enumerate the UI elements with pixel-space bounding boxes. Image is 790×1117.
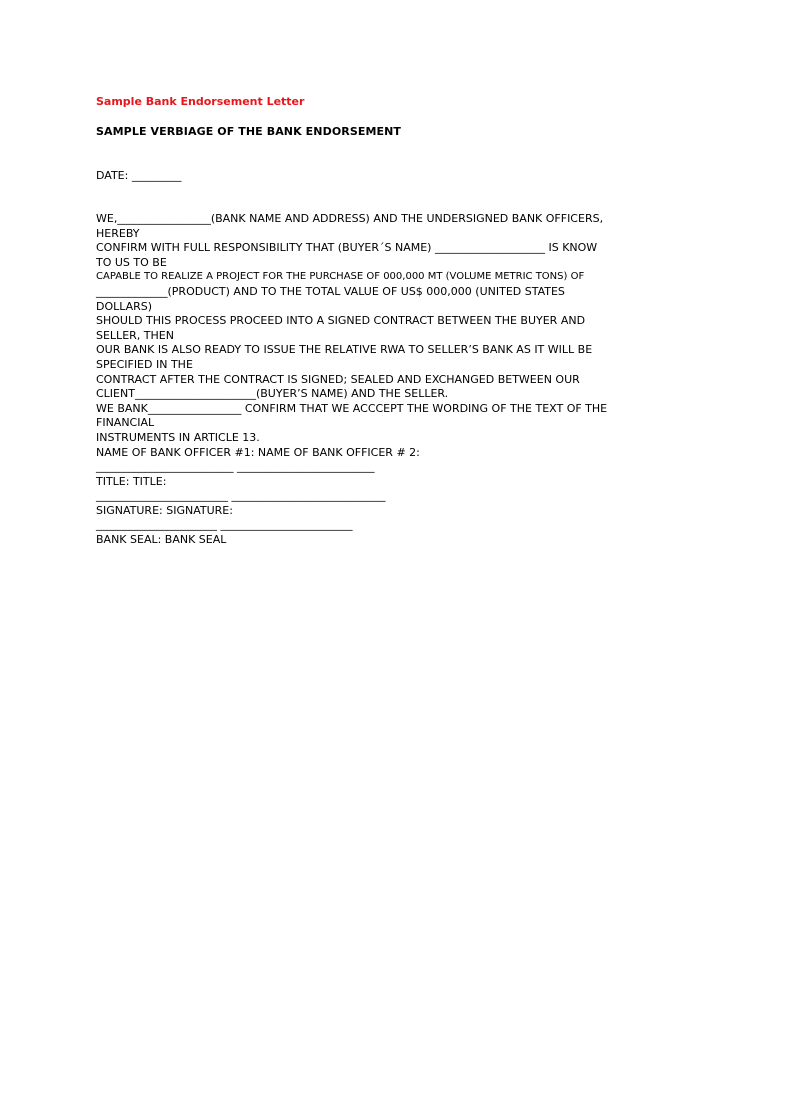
body-line: CONFIRM WITH FULL RESPONSIBILITY THAT (BUYER´S NAME) ____________________ IS KNOW (96, 241, 598, 255)
document-subtitle: SAMPLE VERBIAGE OF THE BANK ENDORSEMENT (96, 125, 402, 138)
document-title: Sample Bank Endorsement Letter (96, 95, 305, 108)
body-line: DOLLARS) (96, 299, 153, 313)
signature-blank-line: ________________________ ____________________________ (96, 489, 386, 503)
body-line: CLIENT______________________(BUYER’S NAME) AND THE SELLER. (96, 387, 449, 401)
body-line: SPECIFIED IN THE (96, 357, 193, 371)
signature-label-line: SIGNATURE: SIGNATURE: (96, 503, 233, 517)
date-field: DATE: _________ (96, 169, 182, 182)
body-line: _____________(PRODUCT) AND TO THE TOTAL VALUE OF US$ 000,000 (UNITED STATES (96, 284, 565, 298)
body-line: SELLER, THEN (96, 328, 174, 342)
body-line: TO US TO BE (96, 255, 167, 269)
body-line: INSTRUMENTS IN ARTICLE 13. (96, 430, 260, 444)
body-line: FINANCIAL (96, 416, 155, 430)
body-line: WE BANK_________________ CONFIRM THAT WE ACCCEPT THE WORDING OF THE TEXT OF THE (96, 401, 608, 415)
bank-seal-line: BANK SEAL: BANK SEAL (96, 533, 227, 547)
body-line: WE,_________________(BANK NAME AND ADDRESS) AND THE UNDERSIGNED BANK OFFICERS, (96, 212, 604, 225)
body-line: CONTRACT AFTER THE CONTRACT IS SIGNED; SEALED AND EXCHANGED BETWEEN OUR (96, 372, 580, 386)
body-line: OUR BANK IS ALSO READY TO ISSUE THE RELATIVE RWA TO SELLER’S BANK AS IT WILL BE (96, 343, 593, 357)
body-line: CAPABLE TO REALIZE A PROJECT FOR THE PURCHASE OF 000,000 MT (VOLUME METRIC TONS) OF (96, 271, 585, 283)
signature-blank-line: ______________________ ________________________ (96, 518, 353, 532)
body-line: HEREBY (96, 226, 140, 240)
signature-label-line: NAME OF BANK OFFICER #1: NAME OF BANK OFFICER # 2: (96, 445, 420, 459)
signature-blank-line: _________________________ _________________________ (96, 460, 375, 474)
letter-body (96, 212, 696, 548)
signature-label-line: TITLE: TITLE: (96, 474, 167, 488)
body-line: SHOULD THIS PROCESS PROCEED INTO A SIGNED CONTRACT BETWEEN THE BUYER AND (96, 314, 586, 328)
